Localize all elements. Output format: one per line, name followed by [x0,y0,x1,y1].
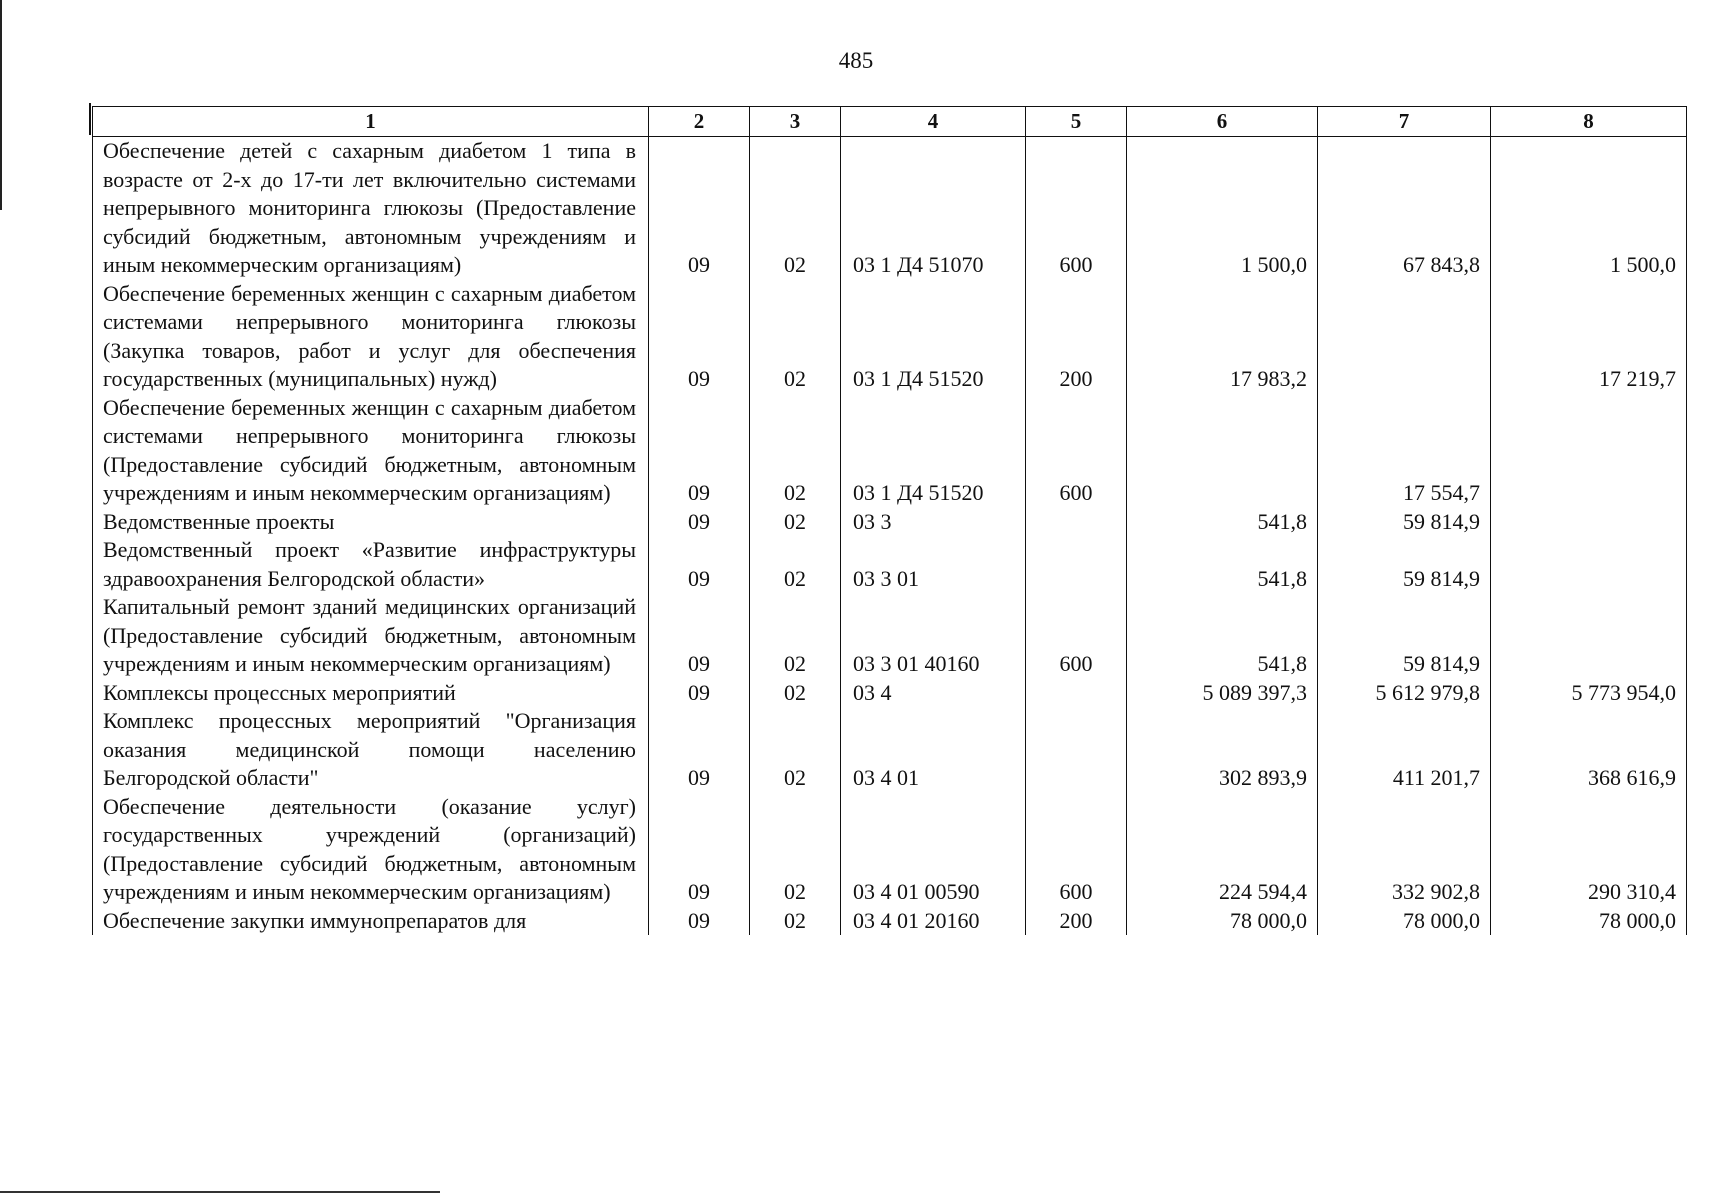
table-row [93,508,1687,537]
row-col-7: 78 000,0 [1318,907,1491,935]
row-col-6: 541,8 [1127,536,1318,593]
table-row [93,137,1687,280]
row-col-3: 02 [750,137,841,280]
row-col-5: 200 [1026,907,1127,935]
row-col-6: 224 594,4 [1127,793,1318,907]
row-col-3: 02 [750,508,841,537]
row-name: Обеспечение детей с сахарным диабетом 1 типа в возрасте от 2-х до 17-ти лет включительно системами непрерывного мониторинга глюкозы (Предоставление субсидий бюджетным, автономным учреждениям и иным некоммерческим организациям) [93,137,649,280]
table-row [93,280,1687,394]
budget-table-container [92,106,1686,935]
table-row [93,593,1687,679]
row-col-6: 5 089 397,3 [1127,679,1318,708]
header-col-2: 2 [649,107,750,137]
row-col-4: 03 4 [841,679,1026,708]
row-col-8: 1 500,0 [1491,137,1687,280]
table-row [93,679,1687,708]
row-col-7: 5 612 979,8 [1318,679,1491,708]
row-col-4: 03 4 01 00590 [841,793,1026,907]
table-row [93,907,1687,935]
row-col-7: 67 843,8 [1318,137,1491,280]
row-col-5: 600 [1026,137,1127,280]
row-col-7: 332 902,8 [1318,793,1491,907]
row-name: Обеспечение деятельности (оказание услуг) государственных учреждений (организаций) (Предоставление субсидий бюджетным, автономным учреждениям и иным некоммерческим организациям) [93,793,649,907]
row-col-2: 09 [649,707,750,793]
table-header-row [93,107,1687,137]
row-col-3: 02 [750,679,841,708]
row-name: Ведомственные проекты [93,508,649,537]
row-name: Обеспечение беременных женщин с сахарным диабетом системами непрерывного мониторинга глюкозы (Закупка товаров, работ и услуг для обеспечения государственных (муниципальных) нужд) [93,280,649,394]
row-col-2: 09 [649,793,750,907]
row-col-3: 02 [750,707,841,793]
row-col-6: 78 000,0 [1127,907,1318,935]
row-col-6: 541,8 [1127,593,1318,679]
row-name: Ведомственный проект «Развитие инфраструктуры здравоохранения Белгородской области» [93,536,649,593]
header-col-8: 8 [1491,107,1687,137]
row-col-5: 200 [1026,280,1127,394]
row-col-5 [1026,679,1127,708]
row-col-4: 03 4 01 20160 [841,907,1026,935]
row-col-6: 541,8 [1127,508,1318,537]
row-col-2: 09 [649,394,750,508]
budget-table [92,106,1687,935]
row-col-7: 59 814,9 [1318,593,1491,679]
row-name: Комплекс процессных мероприятий "Организация оказания медицинской помощи населению Белгородской области" [93,707,649,793]
row-col-8: 368 616,9 [1491,707,1687,793]
row-name: Комплексы процессных мероприятий [93,679,649,708]
row-col-5 [1026,536,1127,593]
row-col-6: 302 893,9 [1127,707,1318,793]
row-name: Обеспечение закупки иммунопрепаратов для [93,907,649,935]
row-col-7: 411 201,7 [1318,707,1491,793]
scan-edge-bottom [0,1191,440,1193]
row-col-4: 03 1 Д4 51520 [841,394,1026,508]
row-col-2: 09 [649,508,750,537]
row-col-6: 1 500,0 [1127,137,1318,280]
row-col-3: 02 [750,280,841,394]
table-row [93,707,1687,793]
row-col-7: 59 814,9 [1318,536,1491,593]
row-col-6 [1127,394,1318,508]
row-col-2: 09 [649,907,750,935]
header-col-6: 6 [1127,107,1318,137]
row-col-2: 09 [649,137,750,280]
row-col-5 [1026,508,1127,537]
page-number: 485 [838,48,874,73]
row-col-2: 09 [649,593,750,679]
row-col-5: 600 [1026,793,1127,907]
scan-edge-left [0,0,2,210]
row-col-8 [1491,394,1687,508]
row-col-2: 09 [649,536,750,593]
header-col-4: 4 [841,107,1026,137]
row-col-3: 02 [750,907,841,935]
row-col-8: 17 219,7 [1491,280,1687,394]
row-col-7 [1318,280,1491,394]
row-col-3: 02 [750,394,841,508]
row-col-8: 78 000,0 [1491,907,1687,935]
row-col-5 [1026,707,1127,793]
row-col-4: 03 1 Д4 51520 [841,280,1026,394]
row-col-4: 03 3 [841,508,1026,537]
row-name: Капитальный ремонт зданий медицинских организаций (Предоставление субсидий бюджетным, автономным учреждениям и иным некоммерческим организациям) [93,593,649,679]
table-row [93,793,1687,907]
row-col-8 [1491,536,1687,593]
row-col-8 [1491,593,1687,679]
row-col-7: 59 814,9 [1318,508,1491,537]
header-col-5: 5 [1026,107,1127,137]
row-col-7: 17 554,7 [1318,394,1491,508]
row-col-6: 17 983,2 [1127,280,1318,394]
header-col-3: 3 [750,107,841,137]
row-col-3: 02 [750,593,841,679]
table-row [93,394,1687,508]
row-col-3: 02 [750,793,841,907]
row-col-8 [1491,508,1687,537]
row-col-2: 09 [649,679,750,708]
row-col-2: 09 [649,280,750,394]
header-col-1: 1 [93,107,649,137]
row-col-4: 03 4 01 [841,707,1026,793]
row-col-4: 03 3 01 40160 [841,593,1026,679]
row-col-4: 03 1 Д4 51070 [841,137,1026,280]
row-col-4: 03 3 01 [841,536,1026,593]
row-col-8: 290 310,4 [1491,793,1687,907]
row-col-3: 02 [750,536,841,593]
header-col-7: 7 [1318,107,1491,137]
row-col-5: 600 [1026,394,1127,508]
row-col-8: 5 773 954,0 [1491,679,1687,708]
table-row [93,536,1687,593]
row-name: Обеспечение беременных женщин с сахарным диабетом системами непрерывного мониторинга глюкозы (Предоставление субсидий бюджетным, автономным учреждениям и иным некоммерческим организациям) [93,394,649,508]
row-col-5: 600 [1026,593,1127,679]
